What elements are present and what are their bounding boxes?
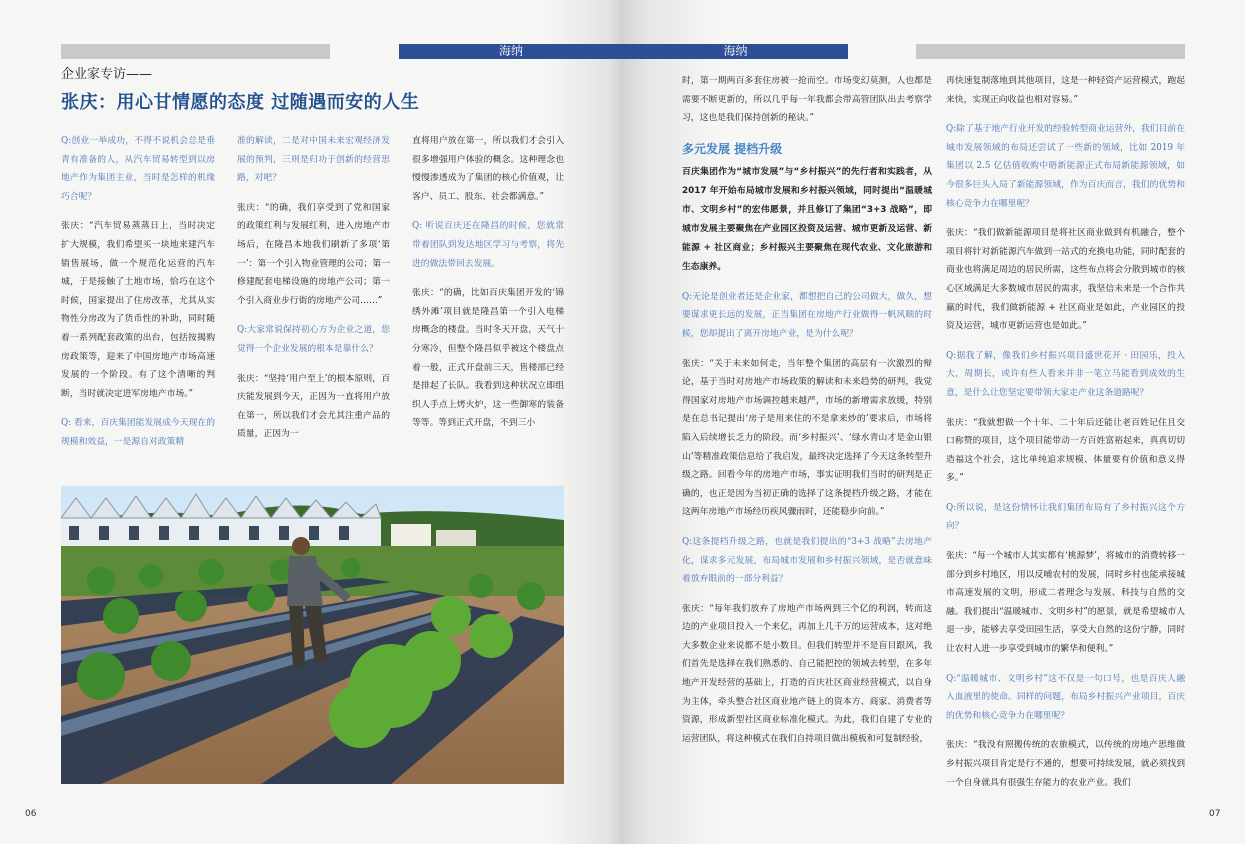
question-paragraph: Q:所以说，是这份情怀让我们集团布局有了乡村振兴这个方向？ [946, 502, 1185, 532]
answer-paragraph: 张庆：“的确，比如百庆集团开发的‘锦绣外滩’项目就是隆昌第一个引入电梯房概念的楼盘。当时冬天开盘，天气十分寒冷，但整个隆昌似乎被这个楼盘点着一般，正式开盘前三天，售楼部已经是排起了长队。我看到这种状况立即组织人手点上烤火炉，这一些御寒的装备等等。等到正式开盘，不到三小 [412, 288, 564, 429]
section-intro: 百庆集团作为“城市发展”与“乡村振兴”的先行者和实践者，从 2017 年开始布局城市发展和乡村振兴领域，同时提出“温暖城市、文明乡村”的宏伟愿景，并且修订了集团“3+3 战略”，即城市发展主要聚焦在产业园区投资及运营、城市更新及运营、新能源 + 社区商业；乡村振兴主要聚焦在现代农业、文化旅游和生态康养。 [682, 166, 932, 272]
answer-paragraph: 张庆：“我就想做一个十年、二十年后还能让老百姓记住且交口称赞的项目，这个项目能带动一方百姓富裕起来，真真切切造福这个社会，这比单纯追求规模、体量要有价值和意义得多。” [946, 417, 1185, 484]
question-paragraph: Q:大家常说保持初心方为企业之道，您觉得一个企业发展的根本是靠什么？ [237, 325, 390, 354]
farm-photo [61, 486, 564, 784]
question-paragraph: Q:据我了解，像我们乡村振兴项目盛世花开 · 田园乐，投入大，周期长，或许有些人看来并非一笔立马能看到成效的生意，是什么让您坚定要带领大家走产业这条道路呢？ [946, 350, 1185, 398]
article-kicker: 企业家专访—— [61, 67, 153, 82]
question-paragraph: 准的解读，二是对中国未来宏观经济发展的预判，三则是归功于创新的经营思路，对吧？ [237, 136, 390, 184]
question-paragraph: Q:无论是创业者还是企业家，都想把自己的公司做大，做久，想要谋求更长远的发展，正当集团在房地产行业做得一帆风顺的时候，您却提出了离开房地产业，是为什么呢？ [682, 291, 932, 339]
left-column-2 [237, 132, 390, 455]
right-page [623, 0, 1245, 844]
answer-paragraph: 直将用户放在第一，所以我们才会引入很多增强用户体验的概念。这种理念也慢慢渗透成为了集团的核心价值观，让客户、员工、股东、社会都满意。” [412, 136, 564, 202]
page-number-right: 07 [1209, 809, 1221, 819]
answer-paragraph: 张庆：“每一个城市人其实都有‘桃源梦’，将城市的消费转移一部分到乡村地区，用以反哺农村的发展，同时乡村也能承接城市高速发展的文明，形成二者理念与发展、科技与自然的交融。我们提出“温暖城市、文明乡村”的愿景，就是希望城市人退一步，能够去享受田园生活，享受大自然的这份宁静，同时让农村人进一步享受到城市的繁华和便利。” [946, 551, 1185, 655]
brand-text-left: 海纳 [498, 44, 523, 58]
header-brand-bar-right [623, 44, 848, 59]
answer-paragraph: 张庆：“的确，我们享受到了党和国家的政策红利与发展红利，进入房地产市场后，在隆昌本地我们刷新了多项‘第一’：第一个引入物业管理的公司；第一修建配套电梯设施的房地产公司；第一个引入商业步行街的房地产公司……” [237, 202, 390, 306]
header-bar-right [916, 44, 1185, 59]
right-column-2 [946, 72, 1185, 803]
article-headline: 张庆：用心甘情愿的态度 过随遇而安的人生 [61, 92, 420, 113]
question-paragraph: Q:创业一举成功，不得不说机会总是垂青有准备的人，从汽车贸易转型到以房地产作为集团主业，当时是怎样的机缘巧合呢？ [61, 136, 215, 202]
answer-paragraph: 张庆：“每年我们放弃了房地产市场两到三个亿的利润，转而这边的产业项目投入一个来亿，再加上几千万的运营成本，这对绝大多数企业来说都不是小数目。但我们转型并不是盲目跟风，我们首先是选择在我们熟悉的、自己能把控的领域去转型，在多年地产开发经营的基础上，打造的百庆社区商业经营模式，以自身为主体，牵头整合社区商业地产链上的资本方、商家、消费者等资源，形成新型社区商业标准化模式。为此，我们自建了专业的运营团队，将这种模式在我们自持项目做出模板和可复制经验， [682, 603, 932, 744]
question-paragraph: Q:这条提档升级之路，也就是我们提出的“3+3 战略”去房地产化，谋求多元发展，布局城市发展和乡村振兴领域，是否就意味着放弃眼前的一部分利益？ [682, 536, 932, 585]
answer-paragraph: 张庆：“坚持‘用户至上’的根本原则，百庆能发展到今天，正因为一直将用户放在第一，所以我们才会尤其注重产品的质量，正因为一 [237, 373, 390, 440]
header-brand-bar-left [399, 44, 623, 59]
left-column-3 [412, 132, 564, 444]
question-paragraph: Q:“温暖城市、文明乡村”这不仅是一句口号，也是百庆人融入血液里的使命。同样的问题，布局乡村振兴产业项目，百庆的优势和核心竞争力在哪里呢？ [946, 673, 1185, 721]
answer-paragraph: 再快速复制落地到其他项目，这是一种轻资产运营模式，跑起来快，实现正向收益也相对容易。” [946, 76, 1185, 105]
section-subheading: 多元发展 提档升级 [682, 141, 783, 156]
page-number-left: 06 [25, 809, 37, 819]
question-paragraph: Q: 听说百庆还在隆昌的时候，您就常带着团队到发达地区学习与考察，将先进的做法带回去发展。 [412, 221, 564, 269]
answer-paragraph: 张庆：“关于未来如何走，当年整个集团的高层有一次激烈的辩论，基于当时对房地产市场政策的解读和未来趋势的研判，我觉得国家对房地产市场调控越来越严，市场的新增需求放缓，特别是在总书记提出‘房子是用来住的不是拿来炒的’要求后，市场将陷入后续增长乏力的阶段。而‘乡村振兴’、‘绿水青山才是金山银山’等精准政策信息给了我启发，最终决定选择了今天这条转型升级之路。回看今年的房地产市场，事实证明我们当时的研判是正确的，也正是因为当初正确的选择了这条提档升级之路，才能在这两年房地产市场经历疾风骤雨时，还能稳步向前。” [682, 358, 932, 518]
question-paragraph: Q: 看来，百庆集团能发展成今天现在的规模和效益，一是源自对政策精 [61, 418, 215, 447]
header-bar-left [61, 44, 330, 59]
right-column-1 [682, 72, 932, 759]
answer-paragraph: 张庆：“汽车贸易蒸蒸日上，当时决定扩大规模，我们希望买一块地来建汽车销售展场，做一个规范化运营的汽车城，于是接触了土地市场，恰巧在这个时候，国家提出了住房改革，尤其从实物性分房改为了货币性的补助，同时随着一系列配套政策的出台，包括按揭购房政策等，迎来了中国房地产市场高速发展的一个阶段。有了这个清晰的判断，当时就决定进军房地产市场。” [61, 221, 215, 399]
farm-photo-illustration [61, 486, 564, 784]
question-paragraph: Q:除了基于地产行业开发的经验转型商业运营外，我们目前在城市发展领域的布局还尝试了一些新的领域，比如 2019 年集团以 2.5 亿估值收购中晤新能源正式布局新能源领域，如今很多巨头入局了新能源领域，作为百庆而言，我们的优势和核心竞争力在哪里呢？ [946, 124, 1185, 209]
answer-paragraph: 张庆：“我没有照搬传统的农旅模式，以传统的房地产思维做乡村振兴项目肯定是行不通的，想要可持续发展，就必须找到一个自身就具有很强生存能力的农业产业。我们 [946, 740, 1185, 788]
left-column-1 [61, 132, 215, 463]
answer-paragraph: 时，第一期两百多套住房被一抢而空。市场变幻莫测，人也都是需要不断更新的，所以几乎每一年我都会带高管团队出去考察学习，这也是我们保持创新的秘诀。” [682, 76, 932, 124]
answer-paragraph: 张庆：“我们做新能源项目是将社区商业做到有机融合，整个项目将针对新能源汽车做到一站式的充换电功能，同时配套的商业也将满足周边的居民所需，这些布点将会分散到城市的核心区域满足大多数城市居民的需求，我坚信未来是一个合作共赢的时代，我们做新能源 + 社区商业是如此，产业园区的投资及运营，城市更新运营也是如此。” [946, 228, 1185, 332]
brand-text-right: 海纳 [723, 44, 748, 58]
